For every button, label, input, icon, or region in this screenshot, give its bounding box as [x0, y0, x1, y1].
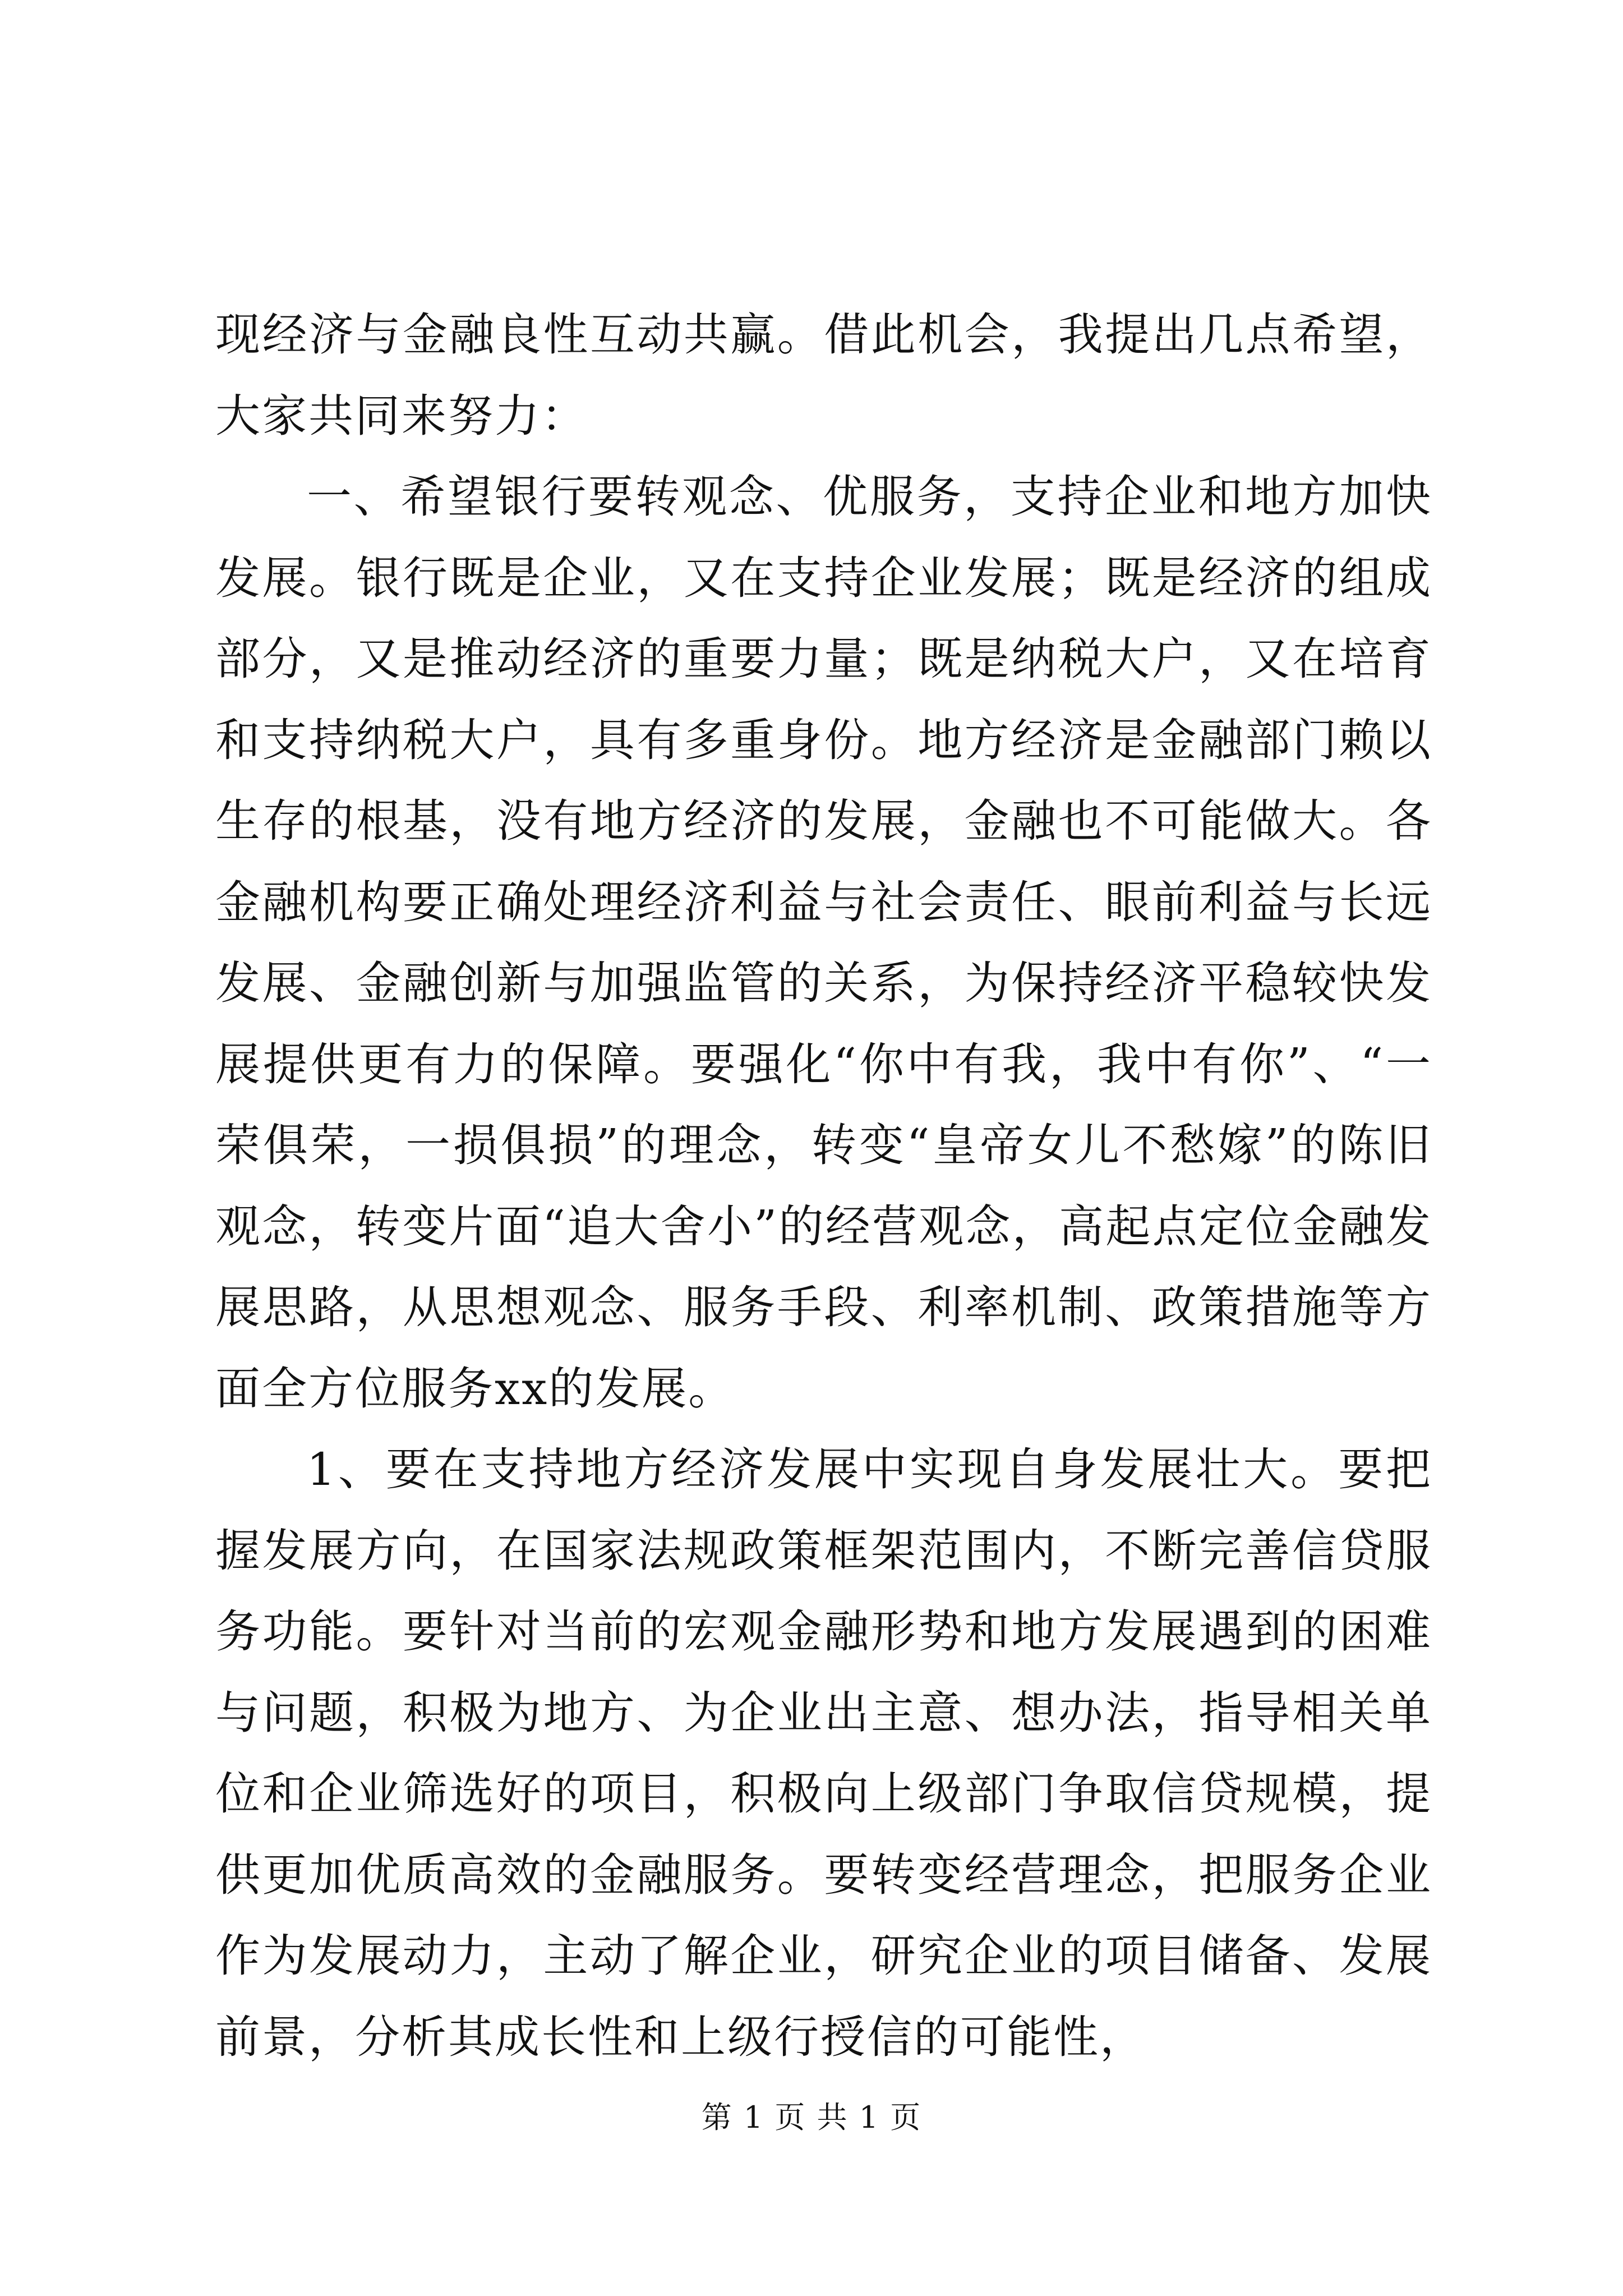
page-number-footer: 第 1 页 共 1 页 [701, 2100, 922, 2135]
paragraph-item-one: 1、要在支持地方经济发展中实现自身发展壮大。要把握发展方向，在国家法规政策框架范围内，不断完善信贷服务功能。要针对当前的宏观金融形势和地方发展遇到的困难与问题，积极为地方、为企业出主意、想办法，指导相关单位和企业筛选好的项目，积极向上级部门争取信贷规模，提供更加优质高效的金融服务。要转变经营理念，把服务企业作为发展动力，主动了解企业，研究企业的项目储备、发展前景，分析其成长性和上级行授信的可能性， [215, 1443, 1432, 2063]
paragraph-continuation: 现经济与金融良性互动共赢。借此机会，我提出几点希望，大家共同来努力： [215, 309, 1432, 442]
paragraph-section-one: 一、希望银行要转观念、优服务，支持企业和地方加快发展。银行既是企业，又在支持企业发展；既是经济的组成部分，又是推动经济的重要力量；既是纳税大户，又在培育和支持纳税大户，具有多重身份。地方经济是金融部门赖以生存的根基，没有地方经济的发展，金融也不可能做大。各金融机构要正确处理经济利益与社会责任、眼前利益与长远发展、金融创新与加强监管的关系，为保持经济平稳较快发展提供更有力的保障。要强化“你中有我，我中有你”、“一荣俱荣，一损俱损”的理念，转变“皇帝女儿不愁嫁”的陈旧观念，转变片面“追大舍小”的经营观念，高起点定位金融发展思路，从思想观念、服务手段、利率机制、政策措施等方面全方位服务xx的发展。 [215, 471, 1432, 1415]
document-body [215, 295, 1432, 2078]
